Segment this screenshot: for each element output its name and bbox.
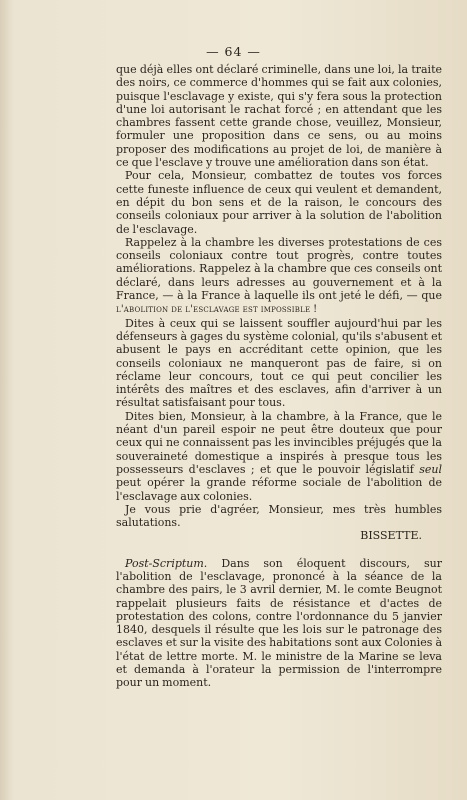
paragraph-1: que déjà elles ont déclaré criminelle, dans une loi, la traite des noirs, ce commerce d'hommes qui se fait aux colonies, puisque l'esclavage y existe, qui s'y fera sous la protection d'une loi autorisant le rachat forcé ; en attendant que les chambres fassent cette grande chose, veuillez, Monsieur, formuler une proposition dans ce sens, ou au moins proposer des modifications au projet de loi, de manière à ce que l'esclave y trouve une amélioration dans son état. [116,63,442,170]
paragraph-5-italic-word: seul [419,462,442,476]
closing-salutation: Je vous prie d'agréer, Monsieur, mes très humbles salutations. [116,502,442,530]
paragraph-5-text-before: Dites bien, Monsieur, à la chambre, à la France, que le néant d'un pareil espoir ne peut être douteux que pour ceux qui ne connaissent pas les invincibles préjugés que la souveraineté domestique a inspirés à presque tous les possesseurs d'esclaves ; et que le pouvoir législatif [116,409,442,476]
post-scriptum [116,557,442,690]
paragraph-3 [116,236,442,317]
paragraph-4: Dites à ceux qui se laissent souffler aujourd'hui par les défenseurs à gages du système colonial, qu'ils s'abusent et abusent le pays en accréditant cette opinion, que les conseils coloniaux ne manqueront pas de faire, si on réclame leur concours, tout ce qui peut concilier les intérêts des maîtres et des esclaves, afin d'arriver à un résultat satisfaisant pour tous. [116,316,442,410]
body-text [116,63,442,690]
signature: BISSETTE. [360,529,422,543]
paragraph-3-text: Rappelez à la chambre les diverses protestations de ces conseils coloniaux contre tout progrès, contre toutes améliorations. Rappelez à la chambre que ces conseils ont déclaré, dans leurs adresses au gouvernement et à la France, — à la France à laquelle ils ont jeté le défi, — que [116,235,442,303]
page-number: — 64 — [206,44,261,59]
post-scriptum-text: Dans son éloquent discours, sur l'abolition de l'esclavage, prononcé à la séance de la chambre des pairs, le 3 avril dernier, M. le comte Beugnot rappelait plusieurs faits de résistance et d'actes de protestation des colons, contre l'ordonnance du 5 janvier 1840, desquels il résulte que les lois sur le patronage des esclaves et sur la visite des habitations sont aux Colonies à l'état de lettre morte. M. le ministre de la Marine se leva et demanda à l'orateur la permission de l'interrompre pour un moment. [116,556,442,690]
paragraph-5-text-after: peut opérer la grande réforme sociale de l'abolition de l'esclavage aux colonies. [116,476,442,503]
paragraph-5 [116,410,442,503]
paragraph-2: Pour cela, Monsieur, combattez de toutes vos forces cette funeste influence de ceux qui veulent et demandent, en dépit du bon sens et de la raison, le concours des conseils coloniaux pour arriver à la solution de l'abolition de l'esclavage. [116,169,442,236]
abolition-impossible-phrase: l'abolition de l'esclavage est impossible ! [116,304,318,316]
post-scriptum-label: Post-Scriptum. [125,556,208,570]
